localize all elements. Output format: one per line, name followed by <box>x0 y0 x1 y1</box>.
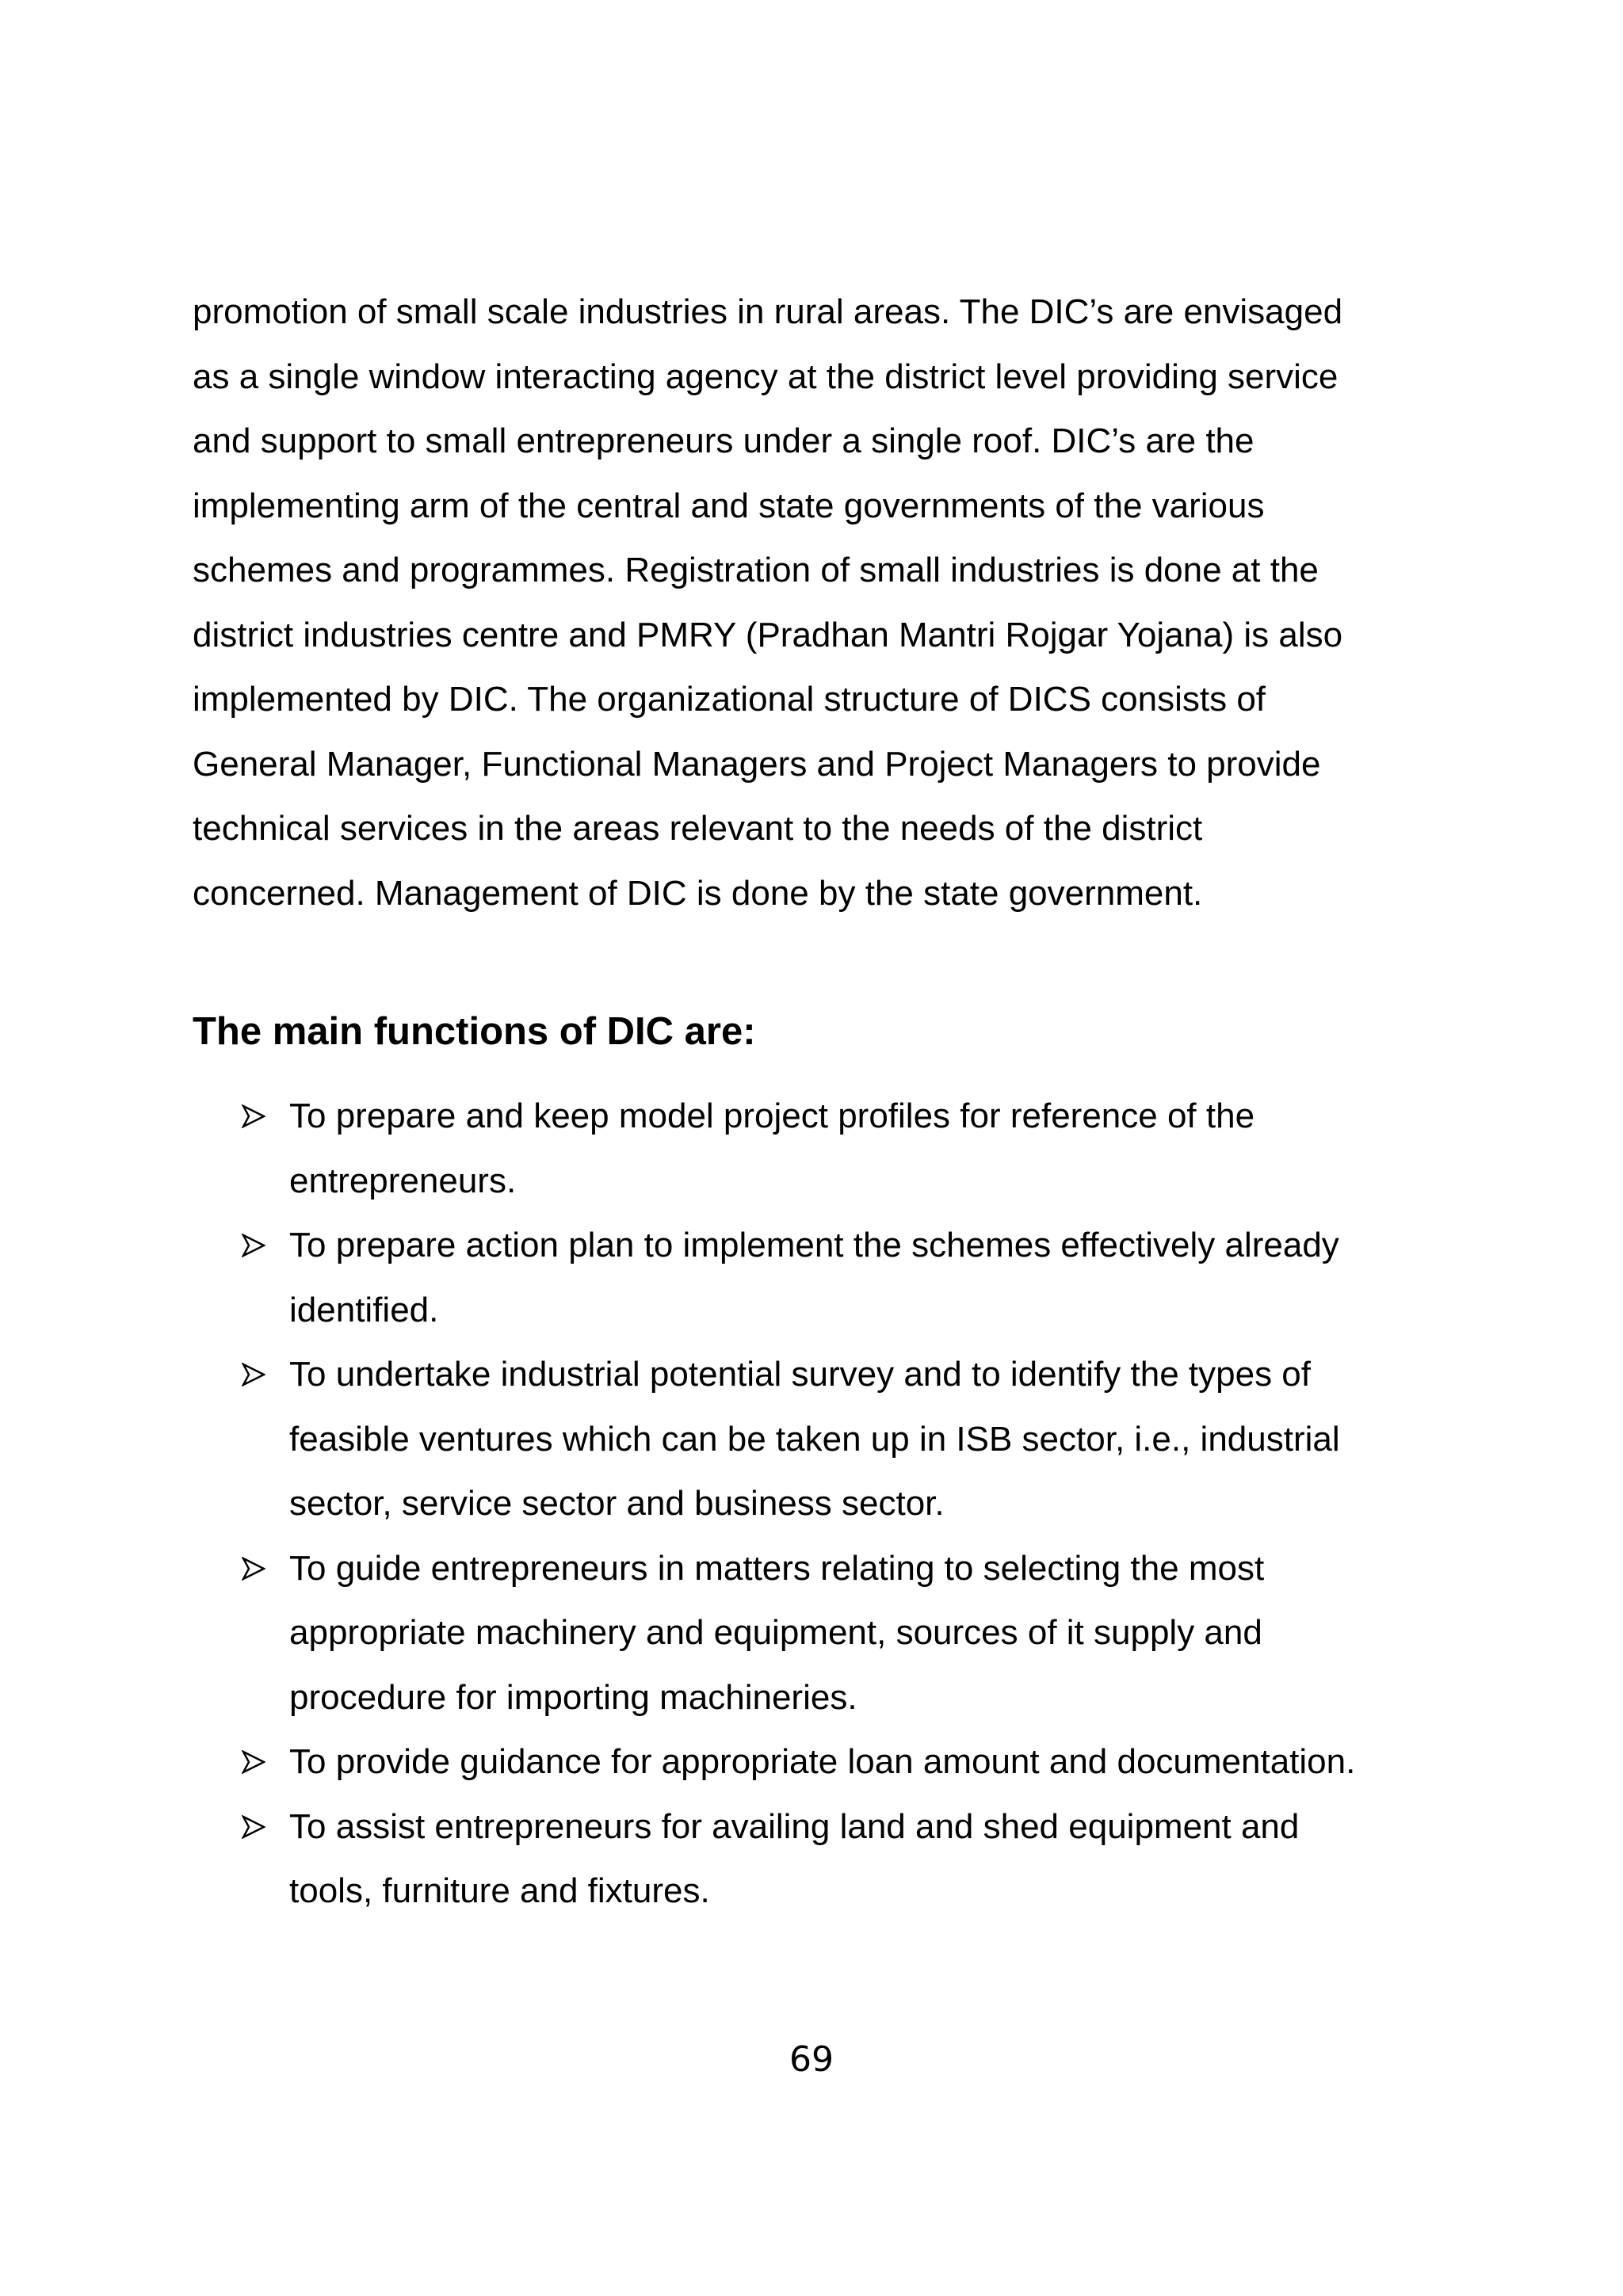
list-item-line: tools, furniture and fixtures. <box>289 1871 710 1910</box>
list-item <box>242 1342 1355 1536</box>
arrowhead-bullet-icon <box>242 1363 265 1386</box>
list-item <box>242 1213 1355 1342</box>
paragraph-line: and support to small entrepreneurs under a single roof. DIC’s are the <box>193 421 1254 460</box>
list-item-line: To prepare action plan to implement the schemes effectively already <box>289 1226 1339 1264</box>
paragraph-line: as a single window interacting agency at the district level providing service <box>193 357 1338 396</box>
paragraph-line: General Manager, Functional Managers and Project Managers to provide <box>193 744 1321 784</box>
functions-list <box>242 1084 1355 1924</box>
list-item-line: procedure for importing machineries. <box>289 1677 857 1717</box>
arrowhead-bullet-icon <box>242 1234 265 1257</box>
arrowhead-bullet-icon <box>242 1557 265 1581</box>
list-item-line: To undertake industrial potential survey and to identify the types of <box>289 1355 1311 1394</box>
list-item-line: appropriate machinery and equipment, sources of it supply and <box>289 1613 1262 1652</box>
paragraph-line: promotion of small scale industries in rural areas. The DIC’s are envisaged <box>193 292 1343 331</box>
list-item <box>242 1536 1355 1730</box>
body-paragraph <box>193 280 1445 925</box>
page-content <box>193 280 1445 1910</box>
paragraph-line: district industries centre and PMRY (Pradhan Mantri Rojgar Yojana) is also <box>193 615 1343 654</box>
section-heading: The main functions of DIC are: <box>193 1010 756 1053</box>
arrowhead-bullet-icon <box>242 1815 265 1839</box>
list-item-line: identified. <box>289 1290 439 1329</box>
list-item <box>242 1084 1355 1213</box>
list-item-line: feasible ventures which can be taken up in ISB sector, i.e., industrial <box>289 1419 1340 1459</box>
paragraph-line: technical services in the areas relevant to the needs of the district <box>193 809 1203 848</box>
paragraph-line: schemes and programmes. Registration of small industries is done at the <box>193 551 1319 589</box>
list-item <box>242 1794 1355 1924</box>
list-item-line: sector, service sector and business sector. <box>289 1484 945 1523</box>
list-item <box>242 1730 1355 1794</box>
page-number: 69 <box>789 2039 834 2080</box>
list-item-line: To assist entrepreneurs for availing land and shed equipment and <box>289 1806 1300 1846</box>
arrowhead-bullet-icon <box>242 1104 265 1128</box>
paragraph-line: implemented by DIC. The organizational structure of DICS consists of <box>193 680 1266 719</box>
list-item-line: To provide guidance for appropriate loan amount and documentation. <box>289 1742 1356 1781</box>
list-item-line: entrepreneurs. <box>289 1161 517 1200</box>
paragraph-line: implementing arm of the central and state governments of the various <box>193 486 1265 525</box>
paragraph-line: concerned. Management of DIC is done by the state government. <box>193 873 1203 913</box>
list-item-line: To prepare and keep model project profiles for reference of the <box>289 1097 1255 1135</box>
arrowhead-bullet-icon <box>242 1750 265 1774</box>
list-item-line: To guide entrepreneurs in matters relating to selecting the most <box>289 1548 1265 1588</box>
